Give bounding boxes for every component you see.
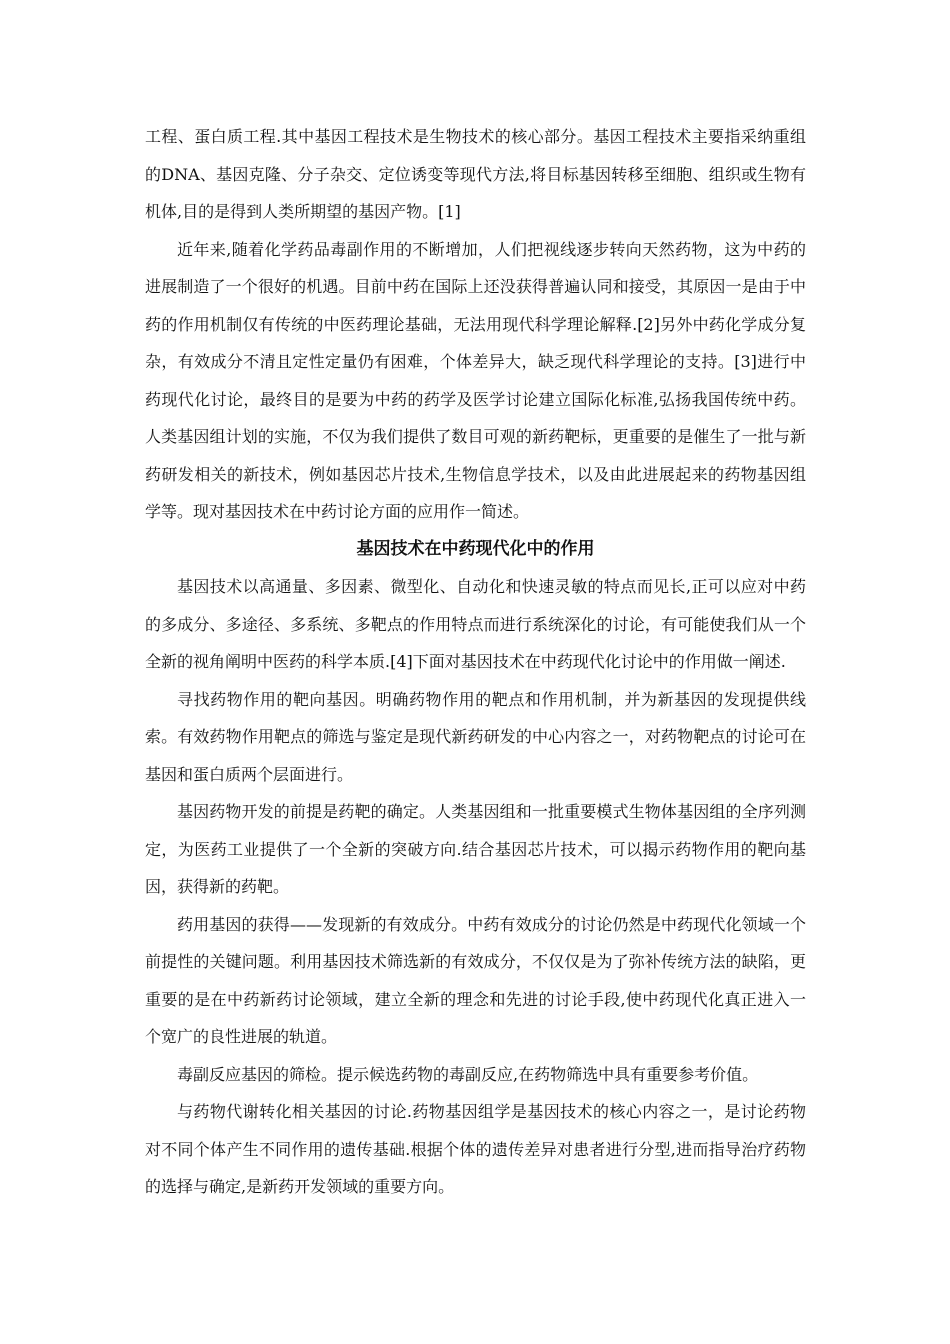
paragraph-medicinal-genes: 药用基因的获得——发现新的有效成分。中药有效成分的讨论仍然是中药现代化领域一个前提性的关键问题。利用基因技术筛选新的有效成分，不仅仅是为了弥补传统方法的缺陷，更重要的是在中药新药讨论领域，建立全新的理念和先进的讨论手段,使中药现代化真正进入一个宽广的良性进展的轨道。 [145,914,806,1046]
paragraph-introduction: 近年来,随着化学药品毒副作用的不断增加，人们把视线逐步转向天然药物，这为中药的进展制造了一个很好的机遇。目前中药在国际上还没获得普遍认同和接受，其原因一是由于中药的作用机制仅有传统的中医药理论基础，无法用现代科学理论解释.[2]另外中药化学成分复杂，有效成分不清且定性定量仍有困难，个体差异大，缺乏现代科学理论的支持。[3]进行中药现代化讨论，最终目的是要为中药的药学及医学讨论建立国际化标准,弘扬我国传统中药。人类基因组计划的实施，不仅为我们提供了数目可观的新药靶标，更重要的是催生了一批与新药研发相关的新技术，例如基因芯片技术,生物信息学技术，以及由此进展起来的药物基因组学等。现对基因技术在中药讨论方面的应用作一简述。 [145,239,806,521]
document-body [145,118,806,1206]
paragraph-drug-target-determination: 基因药物开发的前提是药靶的确定。人类基因组和一批重要模式生物体基因组的全序列测定，为医药工业提供了一个全新的突破方向.结合基因芯片技术，可以揭示药物作用的靶向基因，获得新的药靶。 [145,802,806,896]
paragraph-target-genes: 寻找药物作用的靶向基因。明确药物作用的靶点和作用机制，并为新基因的发现提供线索。有效药物作用靶点的筛选与鉴定是现代新药研发的中心内容之一，对药物靶点的讨论可在基因和蛋白质两个层面进行。 [145,689,806,784]
paragraph-continuation: 工程、蛋白质工程.其中基因工程技术是生物技术的核心部分。基因工程技术主要指采纳重组的DNA、基因克隆、分子杂交、定位诱变等现代方法,将目标基因转移至细胞、组织或生物有机体,目的是得到人类所期望的基因产物。[1] [145,127,806,221]
paragraph-toxicity-screening: 毒副反应基因的筛检。提示候选药物的毒副反应,在药物筛选中具有重要参考价值。 [177,1064,759,1084]
paragraph-gene-technology-overview: 基因技术以高通量、多因素、微型化、自动化和快速灵敏的特点而见长,正可以应对中药的多成分、多途径、多系统、多靶点的作用特点而进行系统深化的讨论，有可能使我们从一个全新的视角阐明中医药的科学本质.[4]下面对基因技术在中药现代化讨论中的作用做一阐述. [145,577,806,671]
section-title: 基因技术在中药现代化中的作用 [356,538,595,559]
paragraph-pharmacogenomics: 与药物代谢转化相关基因的讨论.药物基因组学是基因技术的核心内容之一，是讨论药物对不同个体产生不同作用的遗传基础.根据个体的遗传差异对患者进行分型,进而指导治疗药物的选择与确定,是新药开发领域的重要方向。 [145,1102,806,1196]
